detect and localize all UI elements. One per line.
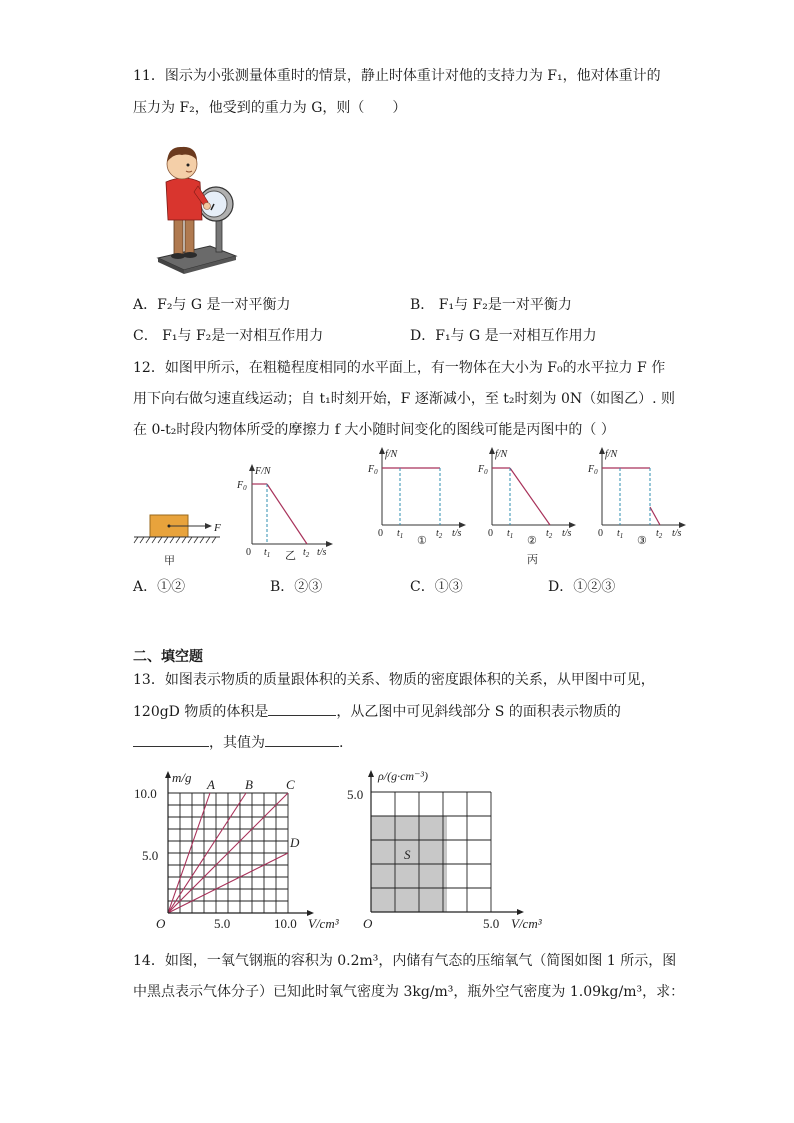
svg-text:t2: $t_2$ xyxy=(436,528,443,540)
graph2-ylabel: ρ/(g·cm⁻³) xyxy=(378,769,429,783)
q12-option-a[interactable]: A．①② xyxy=(133,579,186,595)
q12-line-3: 在 0-t₂时段内物体所受的摩擦力 f 大小随时间变化的图线可能是丙图中的（ ） xyxy=(133,422,615,438)
svg-text:t1: $t_1$ xyxy=(617,528,624,540)
fig-yi-f0: F xyxy=(237,480,244,491)
fig-1-t2: t xyxy=(436,528,439,539)
graph2-origin: O xyxy=(363,916,373,931)
svg-text:t1: $t_1$ xyxy=(397,528,404,540)
fig-yi-graph xyxy=(233,462,343,570)
svg-text:F0: $F_0$ xyxy=(478,464,488,476)
graph1-line-D: D xyxy=(290,835,300,850)
fig-2-t1: t xyxy=(507,528,510,539)
q13-line-3 xyxy=(133,732,343,753)
fig-1-xlabel: t/s xyxy=(452,528,462,539)
q13-line-1: 13．如图表示物质的质量跟体积的关系、物质的密度跟体积的关系，从甲图中可见， xyxy=(133,672,655,688)
fig-bing-graph-1 xyxy=(362,445,472,545)
graph2-area-label: S xyxy=(404,847,411,862)
graph1-xlabel: V/cm³ xyxy=(308,916,339,931)
graph2-x5: 5.0 xyxy=(483,916,500,931)
fig-3-origin: 0 xyxy=(598,528,603,539)
q11-option-c[interactable]: C． F₁与 F₂是一对相互作用力 xyxy=(133,328,324,344)
graph1-x5: 5.0 xyxy=(214,916,231,931)
fig-jia-block-diagram xyxy=(130,505,225,570)
fig-3-t1: t xyxy=(617,528,620,539)
fig-3-xlabel: t/s xyxy=(672,528,682,539)
q12-option-c[interactable]: C．①③ xyxy=(410,579,463,595)
q11-option-d[interactable]: D．F₁与 G 是一对相互作用力 xyxy=(410,328,597,344)
fig-2-origin: 0 xyxy=(488,528,493,539)
person-on-scale-illustration xyxy=(150,140,242,280)
q12-line-1: 12．如图甲所示，在粗糙程度相同的水平面上，有一物体在大小为 F₀的水平拉力 F 作 xyxy=(133,360,666,376)
svg-text:F0: $F_0$ xyxy=(368,464,378,476)
fig-2-ylabel: f/N xyxy=(495,449,508,460)
q11-option-b[interactable]: B． F₁与 F₂是一对平衡力 xyxy=(410,297,572,313)
graph1-x10: 10.0 xyxy=(274,916,297,931)
fig-2-f0: F xyxy=(478,464,485,475)
q13-line-2b: ，从乙图中可见斜线部分 S 的面积表示物质的 xyxy=(336,704,621,720)
fig-3-f0: F xyxy=(588,464,595,475)
fig-bing-graph-2 xyxy=(472,445,582,571)
fig-2-label: ② xyxy=(527,535,537,547)
q13-density-volume-graph xyxy=(345,762,565,937)
q13-blank-value[interactable] xyxy=(265,732,339,747)
graph1-line-A: A xyxy=(207,777,215,792)
q13-blank-quantity[interactable] xyxy=(133,732,209,747)
svg-text:t1: $t_1$ xyxy=(264,547,271,559)
fig-3-ylabel: f/N xyxy=(605,449,618,460)
fig-3-t2: t xyxy=(656,528,659,539)
graph2-xlabel: V/cm³ xyxy=(511,916,542,931)
q13-blank-volume[interactable] xyxy=(268,701,336,716)
fig-1-t1: t xyxy=(397,528,400,539)
q14-line-1: 14．如图，一氧气钢瓶的容积为 0.2m³，内储有气态的压缩氧气（简图如图 1 所示，图 xyxy=(133,953,677,969)
fig-1-f0: F xyxy=(368,464,375,475)
q11-option-a[interactable]: A．F₂与 G 是一对平衡力 xyxy=(133,297,291,313)
graph1-line-C: C xyxy=(286,777,295,792)
fig-jia-force-label: F xyxy=(214,522,221,534)
graph1-line-B: B xyxy=(245,777,253,792)
graph1-y10: 10.0 xyxy=(134,786,157,801)
fig-yi-caption: 乙 xyxy=(285,550,296,562)
svg-text:t1: $t_1$ xyxy=(507,528,514,540)
fig-yi-xlabel: t/s xyxy=(317,547,327,558)
fig-1-label: ① xyxy=(417,535,427,545)
fig-bing-caption: 丙 xyxy=(527,554,538,566)
graph1-origin: O xyxy=(156,916,166,931)
svg-text:F0: $F_0$ xyxy=(588,464,598,476)
q13-line-3b: . xyxy=(339,735,344,751)
fig-3-label: ③ xyxy=(637,535,647,545)
fig-1-origin: 0 xyxy=(378,528,383,539)
fig-jia-caption: 甲 xyxy=(164,555,175,567)
q11-line-2: 压力为 F₂，他受到的重力为 G，则（ ） xyxy=(133,100,407,116)
fig-yi-t1: t xyxy=(264,547,267,558)
fig-1-ylabel: f/N xyxy=(385,449,398,460)
fig-yi-ylabel: F/N xyxy=(255,466,271,477)
svg-text:t2: $t_2$ xyxy=(656,528,663,540)
q12-option-b[interactable]: B．②③ xyxy=(270,579,323,595)
q14-line-2: 中黑点表示气体分子）已知此时氧气密度为 3kg/m³，瓶外空气密度为 1.09kg/m³，求： xyxy=(133,984,685,1000)
fig-2-t2: t xyxy=(546,528,549,539)
q11-line-1: 11．图示为小张测量体重时的情景，静止时体重计对他的支持力为 F₁，他对体重计的 xyxy=(133,68,661,84)
q13-line-2a: 120gD 物质的体积是 xyxy=(133,704,269,720)
graph1-ylabel: m/g xyxy=(172,770,192,785)
fig-yi-t2: t xyxy=(303,547,306,558)
svg-text:t2: $t_2$ xyxy=(546,528,553,540)
q13-line-3a: ，其值为 xyxy=(209,735,265,751)
q13-line-2 xyxy=(133,701,621,722)
q12-line-2: 用下向右做匀速直线运动；自 t₁时刻开始，F 逐渐减小，至 t₂时刻为 0N（如图乙）. 则 xyxy=(133,391,676,407)
svg-text:t2: $t_2$ xyxy=(303,547,310,559)
svg-text:F0: $F_0$ xyxy=(237,480,247,492)
fig-bing-graph-3 xyxy=(582,445,692,545)
graph1-y5: 5.0 xyxy=(142,848,159,863)
fig-yi-origin: 0 xyxy=(246,547,251,558)
section-fill-in-heading: 二、填空题 xyxy=(133,649,203,665)
q12-option-d[interactable]: D．①②③ xyxy=(548,579,616,595)
graph2-y5: 5.0 xyxy=(347,787,364,802)
q13-mass-volume-graph xyxy=(128,765,353,935)
fig-2-xlabel: t/s xyxy=(562,528,572,539)
